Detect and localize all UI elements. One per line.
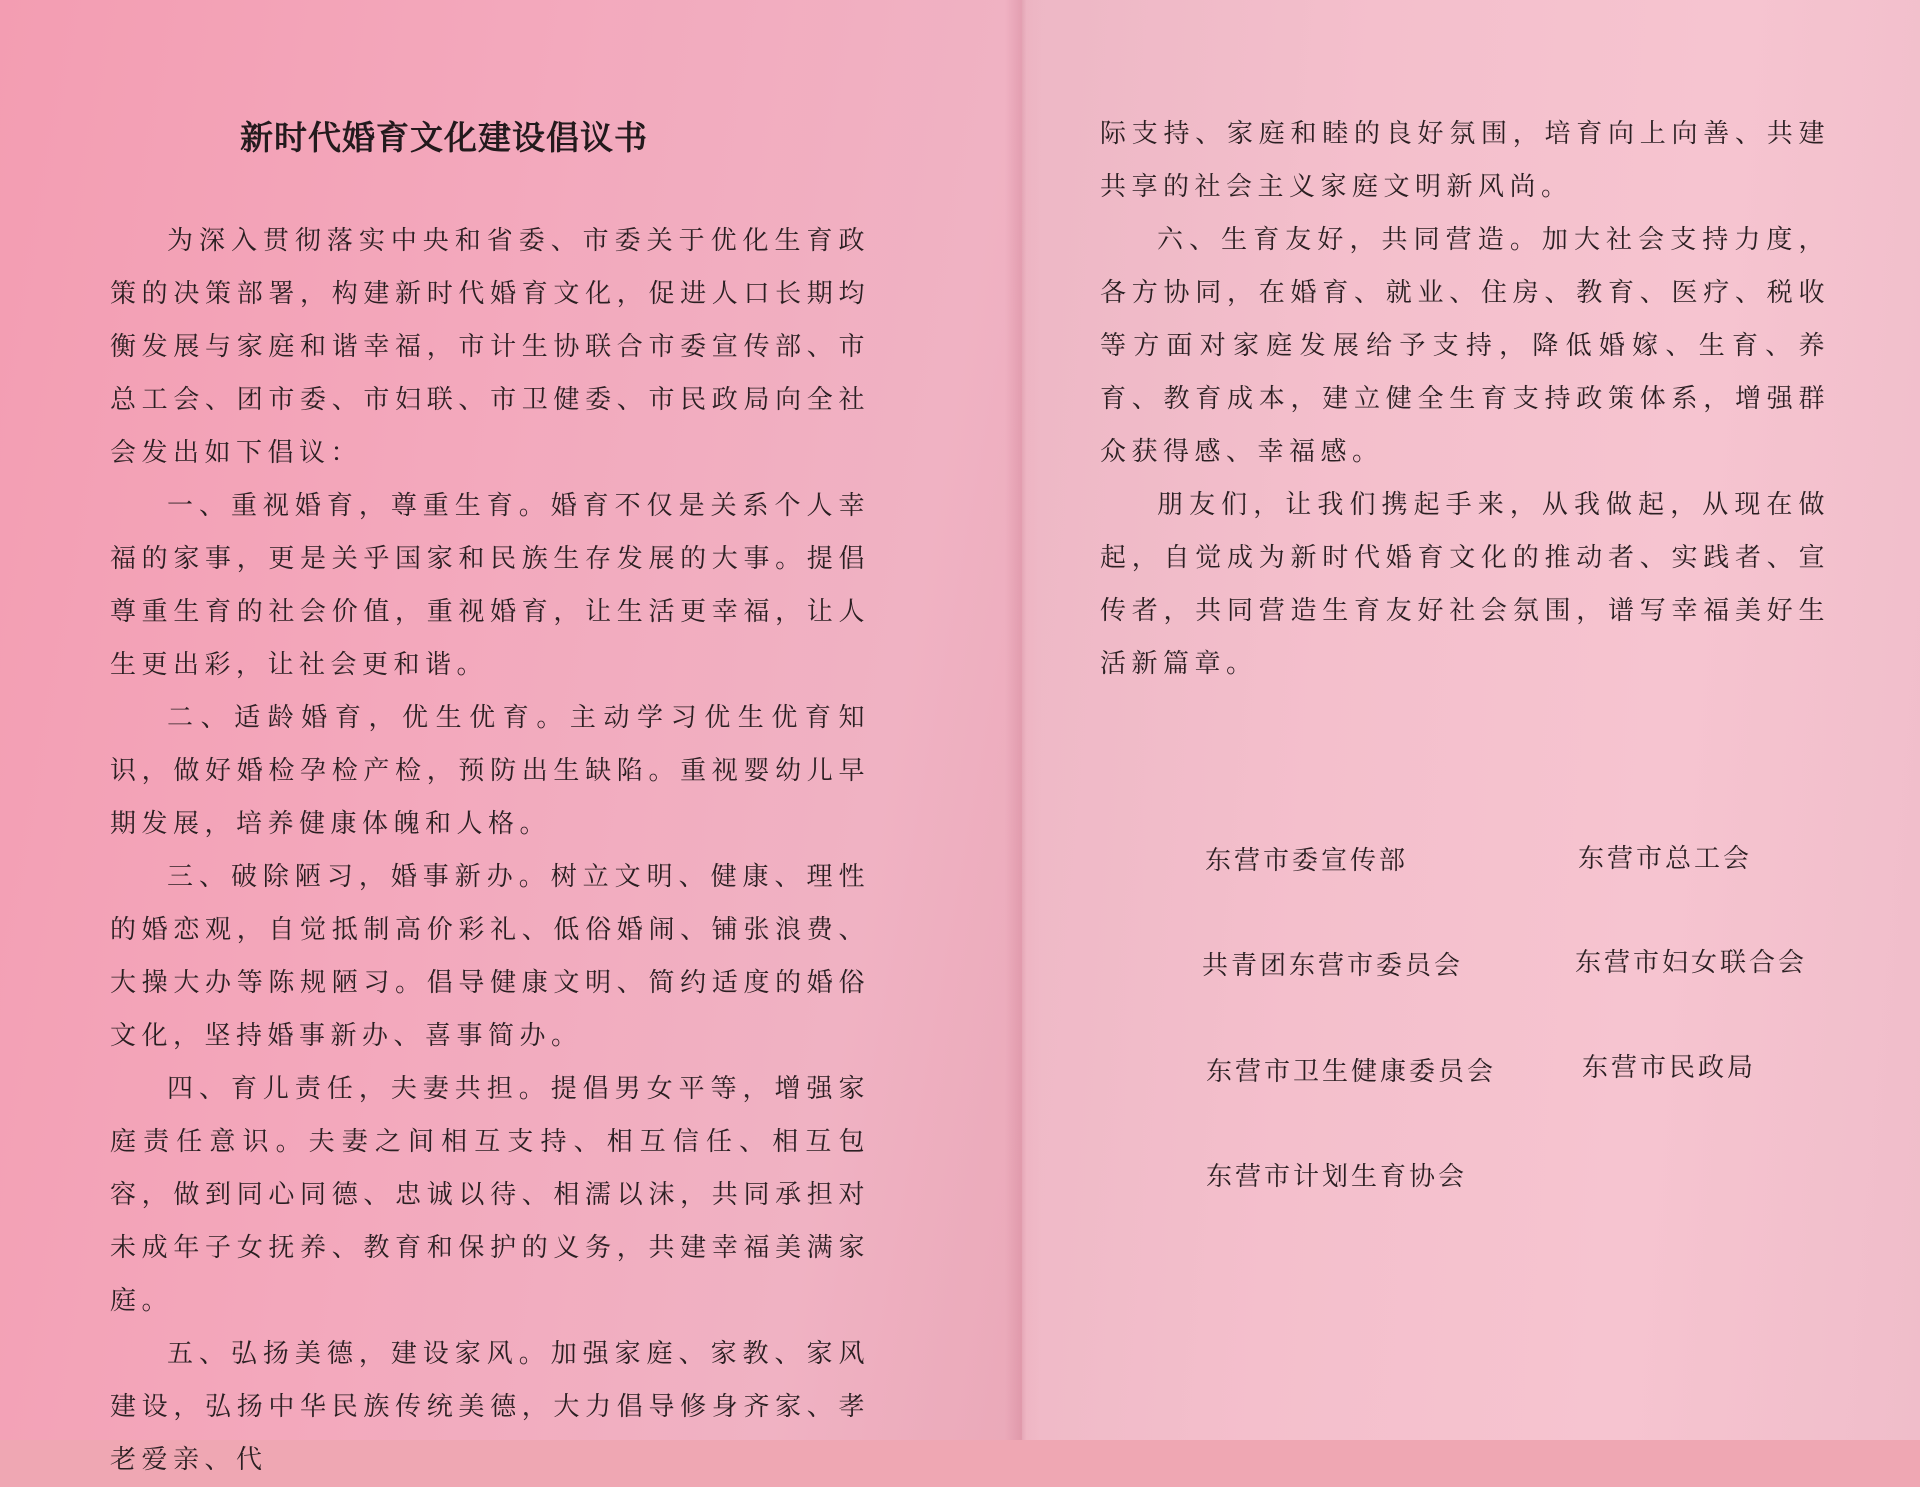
signatory-propaganda-dept: 东营市委宣传部 <box>1205 846 1409 876</box>
proposal-4-paragraph: 四、育儿责任，夫妻共担。提倡男女平等，增强家庭责任意识。夫妻之间相互支持、相互信任、相互包容，做到同心同德、忠诚以待、相濡以沫，共同承担对未成年子女抚养、教育和保护的义务，共建幸福美满家庭。 <box>110 1074 870 1316</box>
proposal-1-paragraph: 一、重视婚育，尊重生育。婚育不仅是关系个人幸福的家事，更是关乎国家和民族生存发展的大事。提倡尊重生育的社会价值，重视婚育，让生活更幸福，让人生更出彩，让社会更和谐。 <box>110 491 870 680</box>
closing-paragraph: 朋友们，让我们携起手来，从我做起，从现在做起，自觉成为新时代婚育文化的推动者、实践者、宣传者，共同营造生育友好社会氛围，谱写幸福美好生活新篇章。 <box>1100 490 1830 679</box>
proposal-6-paragraph: 六、生育友好，共同营造。加大社会支持力度，各方协同，在婚育、就业、住房、教育、医疗、税收等方面对家庭发展给予支持，降低婚嫁、生育、养育、教育成本，建立健全生育支持政策体系，增强群众获得感、幸福感。 <box>1100 225 1830 467</box>
signatory-womens-federation: 东营市妇女联合会 <box>1575 948 1808 978</box>
proposal-5-paragraph: 五、弘扬美德，建设家风。加强家庭、家教、家风建设，弘扬中华民族传统美德，大力倡导修身齐家、孝老爱亲、代 <box>110 1339 870 1475</box>
signatory-health-commission: 东营市卫生健康委员会 <box>1206 1057 1497 1087</box>
proposal-3-paragraph: 三、破除陋习，婚事新办。树立文明、健康、理性的婚恋观，自觉抵制高价彩礼、低俗婚闹、铺张浪费、大操大办等陈规陋习。倡导健康文明、简约适度的婚俗文化，坚持婚事新办、喜事简办。 <box>110 862 870 1051</box>
intro-paragraph: 为深入贯彻落实中央和省委、市委关于优化生育政策的决策部署，构建新时代婚育文化，促进人口长期均衡发展与家庭和谐幸福，市计生协联合市委宣传部、市总工会、团市委、市妇联、市卫健委、市民政局向全社会发出如下倡议： <box>110 226 870 468</box>
right-body <box>1100 108 1830 691</box>
proposal-2-paragraph: 二、适龄婚育，优生优育。主动学习优生优育知识，做好婚检孕检产检，预防出生缺陷。重视婴幼儿早期发展，培养健康体魄和人格。 <box>110 703 870 839</box>
signatory-trade-union: 东营市总工会 <box>1578 844 1753 874</box>
book-gutter <box>1005 0 1041 1440</box>
signatory-youth-league: 共青团东营市委员会 <box>1202 951 1464 981</box>
left-body <box>110 215 870 1487</box>
document-title: 新时代婚育文化建设倡议书 <box>240 118 648 157</box>
signatory-family-planning-association: 东营市计划生育协会 <box>1206 1162 1468 1192</box>
signatory-civil-affairs: 东营市民政局 <box>1582 1053 1757 1083</box>
proposal-5-continuation: 际支持、家庭和睦的良好氛围，培育向上向善、共建共享的社会主义家庭文明新风尚。 <box>1100 119 1830 202</box>
